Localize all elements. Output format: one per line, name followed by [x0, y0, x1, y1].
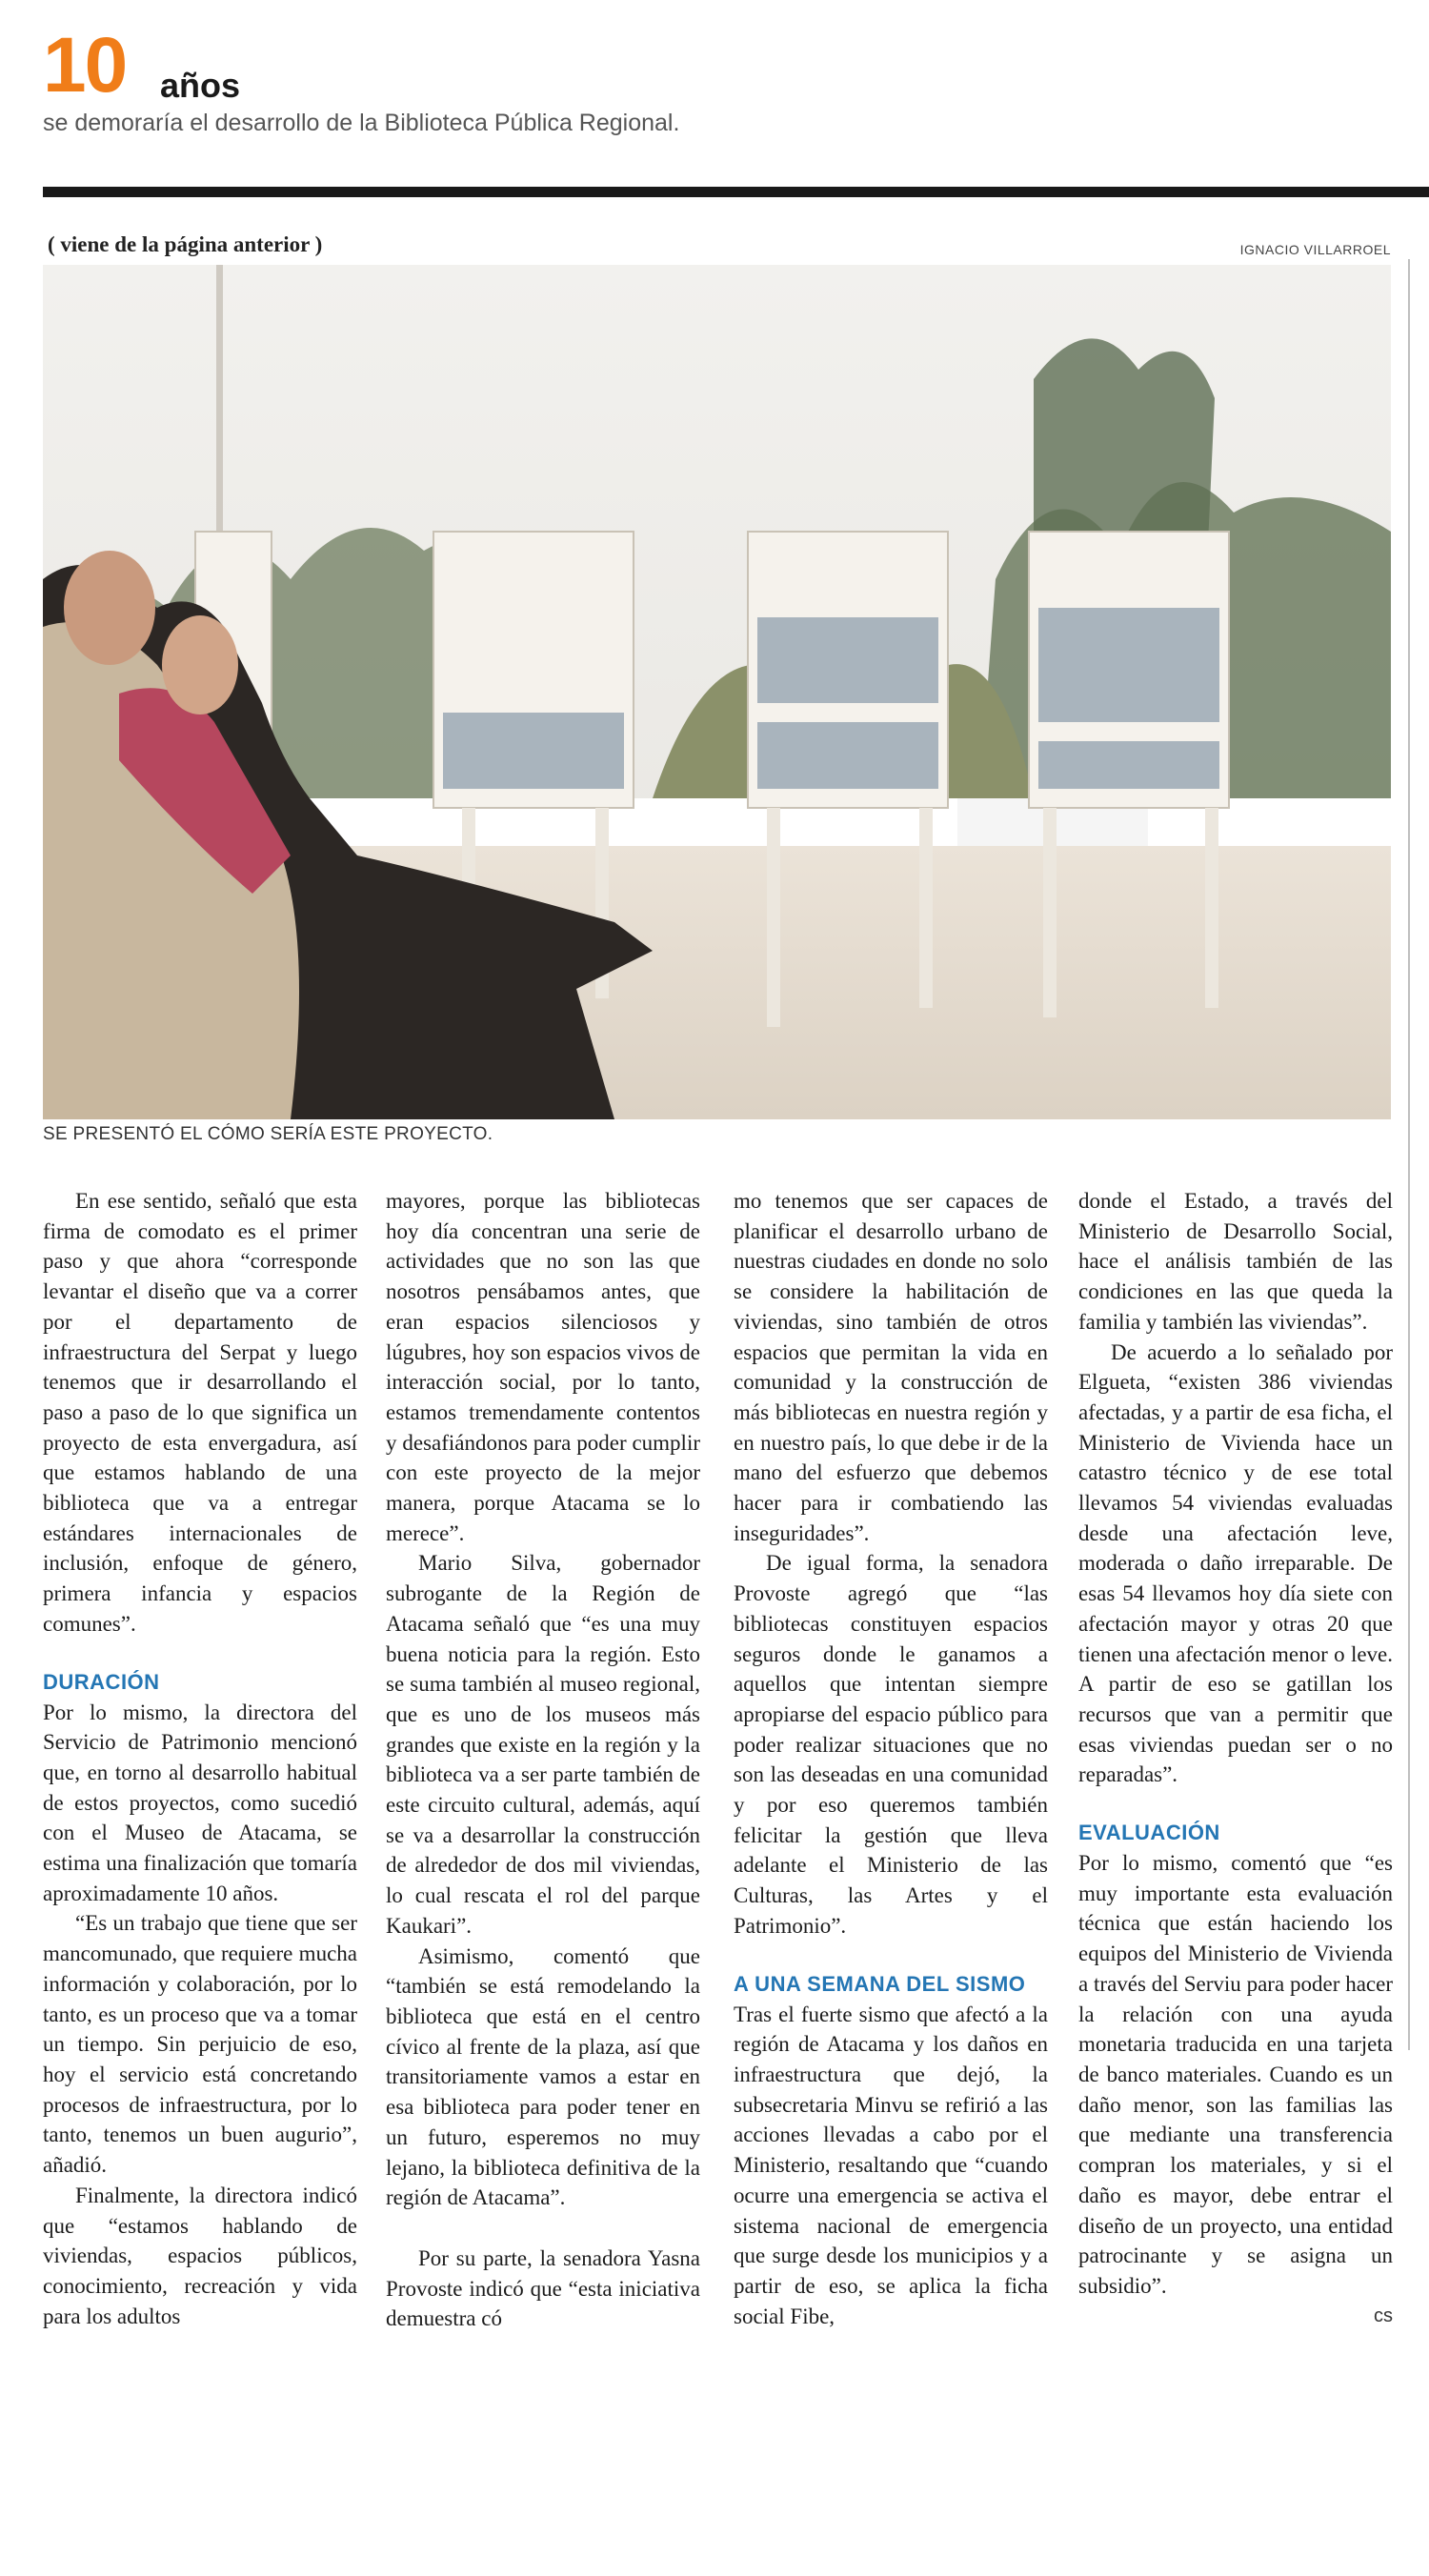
section-heading-sismo: A UNA SEMANA DEL SISMO	[734, 1971, 1026, 1996]
paragraph: De igual forma, la senadora Provoste agregó que “las bibliotecas constituyen espacios seguros donde le ganamos a aquellos que intentan siempre apropiarse del espacio público para poder realizar situaciones que no son las deseadas en una comunidad y por eso queremos también felicitar la gestión que lleva adelante el Ministerio de las Culturas, las Artes y el Patrimonio”.	[734, 1551, 1048, 1938]
end-mark: cs	[1374, 2304, 1393, 2326]
article-column-1	[43, 1186, 357, 2331]
article-column-2	[386, 1186, 700, 2334]
headline-subtitle: se demoraría el desarrollo de la Biblioteca Pública Regional.	[43, 110, 680, 136]
paragraph: De acuerdo a lo señalado por Elgueta, “existen 386 viviendas afectadas, y a partir de esa ficha, el Ministerio de Vivienda hace un catastro técnico y de ese total llevamos 54 viviendas evaluadas desde una afectación leve, moderada o daño irreparable. De esas 54 llevamos hoy día siete con afectación mayor y otras 20 que tienen una afectación menor o leve. A partir de eso se gatillan los recursos que van a permitir que esas viviendas puedan ser o no reparadas”.	[1078, 1339, 1393, 1787]
section-heading-evaluacion: EVALUACIÓN	[1078, 1821, 1220, 1845]
paragraph: Por lo mismo, la directora del Servicio de Patrimonio mencionó que, en torno al desarrollo habitual de estos proyectos, como sucedió con el Museo de Atacama, se estima una finalización que tomaría aproximadamente 10 años.	[43, 1700, 357, 1905]
paragraph: Mario Silva, gobernador subrogante de la Región de Atacama señaló que “es una muy buena noticia para la región. Esto se suma también al museo regional, que es uno de los museos más grandes que existe en la región y la biblioteca va a ser parte también de este circuito cultural, además, aquí se va a desarrollar la construcción de alrededor de dos mil viviendas, lo cual rescata el rol del parque Kaukari”.	[386, 1551, 700, 1938]
section-heading-duracion: DURACIÓN	[43, 1669, 160, 1694]
paragraph: Por lo mismo, comentó que “es muy importante esta evaluación técnica que están haciendo los equipos del Ministerio de Vivienda a través del Serviu para poder hacer la relación con una ayuda monetaria traducida en una tarjeta de banco materiales. Cuando es un daño menor, son las familias las que mediante una transferencia compran los materiales, y si el daño es mayor, debe entrar el diseño de un proyecto, una entidad patrocinante y se asigna un subsidio”.	[1078, 1851, 1393, 2298]
continued-note: ( viene de la página anterior )	[48, 232, 323, 256]
paragraph: Asimismo, comentó que “también se está remodelando la biblioteca que está en el centro cívico al frente de la plaza, así que transitoriamente vamos a estar en esa biblioteca para poder tener en un futuro, esperemos no muy lejano, la biblioteca definitiva de la región de Atacama”.	[386, 1943, 700, 2210]
paragraph: En ese sentido, señaló que esta firma de comodato es el primer paso y que ahora “corresponde levantar el diseño que va a correr por el departamento de infraestructura del Serpat y luego tenemos que ir desarrollando el paso a paso de lo que significa un proyecto de esta envergadura, así que estamos hablando de una biblioteca que va a entregar estándares internacionales de inclusión, enfoque de género, primera infancia y espacios comunes”.	[43, 1189, 357, 1636]
paragraph: Finalmente, la directora indicó que “estamos hablando de viviendas, espacios públicos, conocimiento, recreación y vida para los adultos	[43, 2183, 357, 2328]
paragraph: donde el Estado, a través del Ministerio de Desarrollo Social, hace el análisis también de las condiciones en las que queda la familia y también las viviendas”.	[1078, 1189, 1393, 1334]
headline-number: 10	[43, 22, 127, 109]
paragraph: mayores, porque las bibliotecas hoy día concentran una serie de actividades que no son las que nosotros pensábamos antes, que eran espacios silenciosos y lúgubres, hoy son espacios vivos de interacción social, por lo tanto, estamos tremendamente contentos y desafiándonos para poder cumplir con este proyecto de la mejor manera, porque Atacama se lo merece”.	[386, 1189, 700, 1545]
headline-unit: años	[160, 66, 241, 105]
paragraph: mo tenemos que ser capaces de planificar el desarrollo urbano de nuestras ciudades en donde no solo se considere la habilitación de viviendas, sino también de otros espacios que permitan la vida en comunidad y la construcción de más bibliotecas en nuestra región y en nuestro país, lo que debe ir de la mano del esfuerzo que debemos hacer para ir combatiendo las inseguridades”.	[734, 1189, 1048, 1545]
right-margin-rule	[1408, 259, 1410, 2050]
article-column-3	[734, 1186, 1048, 2331]
photo-caption: SE PRESENTÓ EL CÓMO SERÍA ESTE PROYECTO.	[43, 1124, 493, 1144]
paragraph: “Es un trabajo que tiene que ser mancomunado, que requiere mucha información y colaboración, por lo tanto, es un proceso que va a tomar un tiempo. Sin perjuicio de eso, hoy el servicio está concretando procesos de infraestructura, por lo tanto, tenemos un buen augurio”, añadió.	[43, 1911, 357, 2178]
photo-credit: IGNACIO VILLARROEL	[1239, 242, 1391, 257]
paragraph: Por su parte, la senadora Yasna Provoste indicó que “esta iniciativa demuestra có	[386, 2245, 700, 2331]
paragraph: Tras el fuerte sismo que afectó a la región de Atacama y los daños en infraestructura que dejó, la subsecretaria Minvu se refirió a las acciones llevadas a cabo por el Ministerio, resaltando que “cuando ocurre una emergencia se activa el sistema nacional de emergencia que surge desde los municipios y a partir de eso, se aplica la ficha social Fibe,	[734, 2002, 1048, 2328]
article-photo	[43, 265, 1391, 1119]
article-column-4	[1078, 1186, 1393, 2331]
top-divider	[43, 187, 1429, 197]
